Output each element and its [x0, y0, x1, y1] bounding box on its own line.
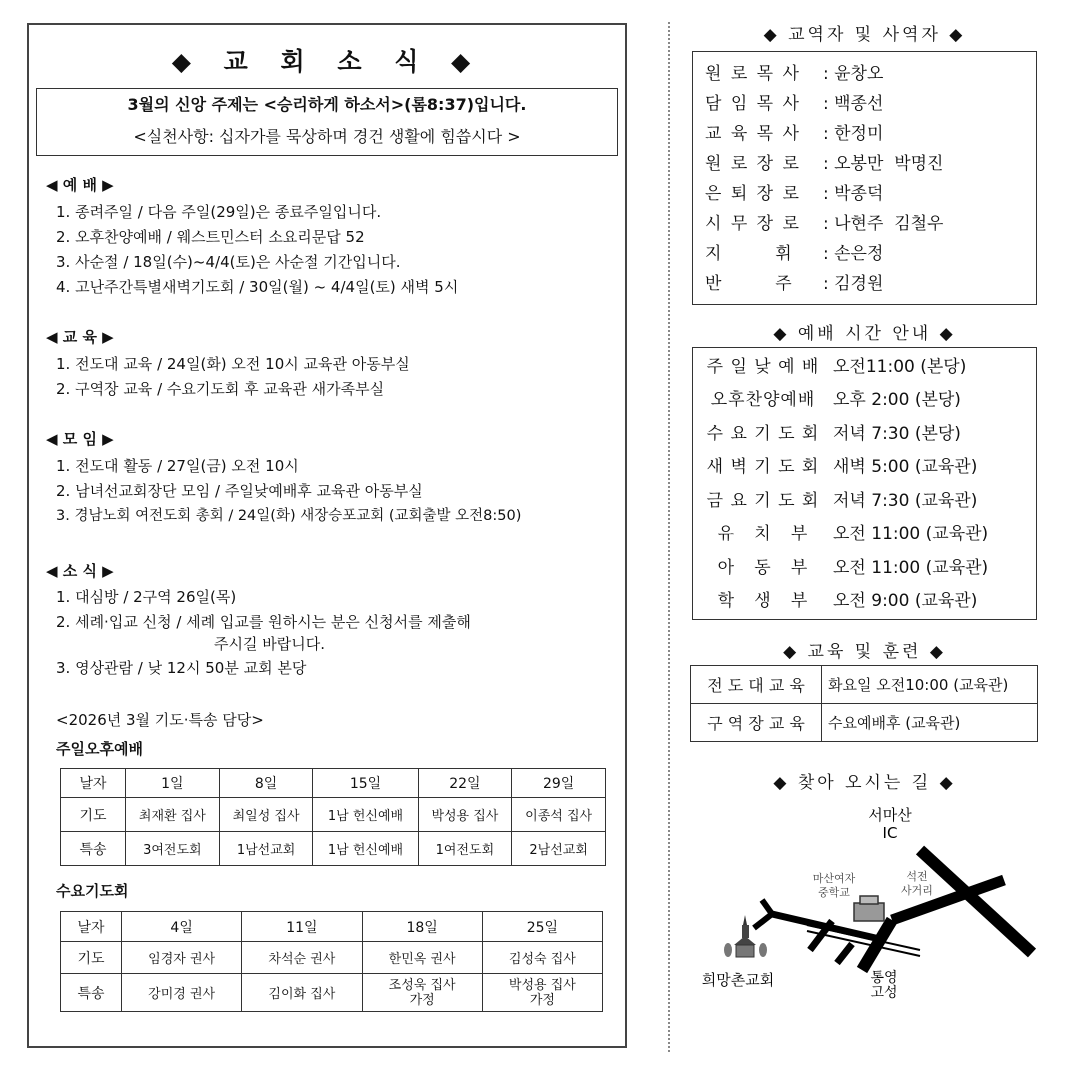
service-time: 오전11:00 (본당) — [833, 357, 967, 377]
table-row — [61, 798, 606, 832]
staff-name: : 손은정 — [823, 244, 884, 264]
training-table — [690, 665, 1038, 742]
table-header-cell: 29일 — [512, 769, 606, 798]
table-cell: 박성용 집사 가정 — [482, 974, 602, 1012]
table-header-cell: 날자 — [61, 769, 126, 798]
list-item-continued: 주시길 바랍니다. — [214, 635, 325, 653]
staff-role: 교 육 목 사 — [705, 124, 801, 144]
list-item: 2. 오후찬양예배 / 웨스트민스터 소요리문답 52 — [56, 228, 365, 246]
training-name: 구 역 장 교 육 — [691, 704, 822, 742]
monthly-theme-box — [36, 88, 618, 156]
training-time: 수요예배후 (교육관) — [822, 704, 1038, 742]
table-cell: 1남선교회 — [219, 832, 313, 866]
table-cell: 기도 — [61, 798, 126, 832]
map-label-destination: 통영 — [870, 970, 898, 986]
table-cell: 임경자 권사 — [122, 942, 242, 974]
service-name: 유 치 부 — [717, 524, 809, 544]
table-cell: 김이화 집사 — [242, 974, 362, 1012]
school-building-icon — [854, 896, 884, 921]
staff-row — [705, 89, 883, 119]
staff-name: : 오봉만 박명진 — [823, 154, 944, 174]
staff-name: : 한정미 — [823, 124, 884, 144]
staff-role: 원 로 장 로 — [705, 154, 801, 174]
table-cell: 특송 — [61, 974, 122, 1012]
training-name: 전 도 대 교 육 — [691, 666, 822, 704]
service-name: 주 일 낮 예 배 — [706, 357, 820, 377]
service-row — [693, 552, 988, 585]
service-time: 새벽 5:00 (교육관) — [833, 457, 978, 477]
staff-name: : 윤창오 — [823, 64, 884, 84]
list-item: 1. 전도대 활동 / 27일(금) 오전 10시 — [56, 457, 299, 475]
staff-name: : 백종선 — [823, 94, 884, 114]
section-heading-education: ◀ 교 육 ▶ — [46, 328, 114, 346]
map-label-crossroad-2: 사거리 — [901, 884, 933, 897]
table-row — [61, 912, 603, 942]
staff-name: : 박종덕 — [823, 184, 884, 204]
service-row — [693, 585, 977, 618]
staff-role: 지 휘 — [705, 244, 794, 264]
service-name: 학 생 부 — [717, 591, 809, 611]
table-cell: 최일성 집사 — [219, 798, 313, 832]
service-name: 금 요 기 도 회 — [706, 491, 820, 511]
service-name: 새 벽 기 도 회 — [706, 457, 820, 477]
staff-row — [705, 209, 943, 239]
wednesday-duty-table — [60, 911, 603, 1012]
staff-row — [705, 179, 883, 209]
table-header-cell: 18일 — [362, 912, 482, 942]
section-heading-meetings: ◀ 모 임 ▶ — [46, 430, 114, 448]
list-item: 3. 영상관람 / 낮 12시 50분 교회 본당 — [56, 659, 307, 677]
service-time: 저녁 7:30 (본당) — [833, 424, 961, 444]
table-header-cell: 25일 — [482, 912, 602, 942]
service-times-box — [692, 347, 1037, 620]
map-road — [837, 944, 852, 963]
map-label-ic: 서마산 — [868, 806, 912, 824]
table-row — [691, 666, 1038, 704]
table-cell: 1남 헌신예배 — [313, 832, 418, 866]
service-row — [693, 384, 961, 417]
map-road — [754, 914, 772, 928]
theme-line-1: 3월의 신앙 주제는 <승리하게 하소서>(롬8:37)입니다. — [127, 95, 527, 114]
theme-line-2: <실천사항: 십자가를 묵상하며 경건 생활에 힘씁시다 > — [133, 127, 521, 146]
table-cell: 2남선교회 — [512, 832, 606, 866]
service-name: 오후찬양예배 — [710, 390, 816, 410]
service-time: 오후 2:00 (본당) — [833, 390, 961, 410]
directions-title: ◆ 찾아 오시는 길 ◆ — [773, 773, 956, 793]
map-label-ic-2: IC — [882, 824, 898, 842]
table-cell: 박성용 집사 — [418, 798, 512, 832]
service-time: 저녁 7:30 (교육관) — [833, 491, 978, 511]
section-heading-worship: ◀ 예 배 ▶ — [46, 176, 114, 194]
staff-title: ◆ 교역자 및 사역자 ◆ — [763, 25, 966, 45]
wednesday-label: 수요기도회 — [56, 882, 129, 900]
table-cell: 김성숙 집사 — [482, 942, 602, 974]
map-label-destination-2: 고성 — [870, 985, 898, 1000]
column-divider — [668, 22, 670, 1052]
staff-row — [705, 119, 883, 149]
staff-name: : 김경원 — [823, 274, 884, 294]
table-cell: 기도 — [61, 942, 122, 974]
service-times-title: ◆ 예배 시간 안내 ◆ — [773, 324, 956, 344]
staff-role: 은 퇴 장 로 — [705, 184, 801, 204]
service-name: 아 동 부 — [717, 558, 809, 578]
table-header-cell: 1일 — [126, 769, 220, 798]
list-item: 2. 구역장 교육 / 수요기도회 후 교육관 새가족부실 — [56, 380, 385, 398]
table-cell: 최재환 집사 — [126, 798, 220, 832]
staff-name: : 나현주 김철우 — [823, 214, 944, 234]
map-label-church: 희망촌교회 — [701, 971, 775, 989]
service-time: 오전 11:00 (교육관) — [833, 558, 989, 578]
staff-row — [705, 239, 883, 269]
service-row — [693, 485, 977, 518]
table-cell: 강미경 권사 — [122, 974, 242, 1012]
list-item: 2. 세례·입교 신청 / 세례 입교를 원하시는 분은 신청서를 제출해 — [56, 613, 471, 631]
map-label-school: 마산여자 — [812, 872, 856, 885]
service-row — [693, 351, 966, 384]
table-cell: 차석순 권사 — [242, 942, 362, 974]
staff-role: 시 무 장 로 — [705, 214, 801, 234]
table-cell: 3여전도회 — [126, 832, 220, 866]
training-title: ◆ 교육 및 훈련 ◆ — [783, 642, 946, 662]
service-name: 수 요 기 도 회 — [706, 424, 820, 444]
sunday-pm-duty-table — [60, 768, 606, 866]
staff-row — [705, 269, 883, 299]
directions-map — [692, 800, 1042, 1000]
map-label-crossroad: 석전 — [906, 870, 928, 883]
table-row — [691, 704, 1038, 742]
list-item: 1. 전도대 교육 / 24일(화) 오전 10시 교육관 아동부실 — [56, 355, 410, 373]
table-row — [61, 832, 606, 866]
table-header-cell: 8일 — [219, 769, 313, 798]
service-row — [693, 418, 961, 451]
map-label-school-2: 중학교 — [818, 886, 850, 899]
staff-row — [705, 59, 883, 89]
service-time: 오전 11:00 (교육관) — [833, 524, 989, 544]
list-item: 3. 사순절 / 18일(수)~4/4(토)은 사순절 기간입니다. — [56, 253, 401, 271]
table-header-cell: 날자 — [61, 912, 122, 942]
table-cell: 1남 헌신예배 — [313, 798, 418, 832]
service-row — [693, 451, 977, 484]
table-row — [61, 769, 606, 798]
table-header-cell: 4일 — [122, 912, 242, 942]
staff-box — [692, 51, 1037, 305]
table-row — [61, 942, 603, 974]
staff-role: 담 임 목 사 — [705, 94, 801, 114]
list-item: 4. 고난주간특별새벽기도회 / 30일(월) ~ 4/4일(토) 새벽 5시 — [56, 278, 459, 296]
service-time: 오전 9:00 (교육관) — [833, 591, 978, 611]
duty-title: <2026년 3월 기도·특송 담당> — [56, 711, 264, 729]
section-heading-news: ◀ 소 식 ▶ — [46, 562, 114, 580]
table-cell: 조성욱 집사 가정 — [362, 974, 482, 1012]
list-item: 1. 대심방 / 2구역 26일(목) — [56, 588, 237, 606]
table-cell: 1여전도회 — [418, 832, 512, 866]
training-time: 화요일 오전10:00 (교육관) — [822, 666, 1038, 704]
staff-row — [705, 149, 943, 179]
list-item: 2. 남녀선교회장단 모임 / 주일낮예배후 교육관 아동부실 — [56, 482, 423, 500]
list-item: 1. 종려주일 / 다음 주일(29일)은 종료주일입니다. — [56, 203, 382, 221]
staff-role: 반 주 — [705, 274, 794, 294]
map-road — [762, 900, 772, 914]
sunday-pm-label: 주일오후예배 — [56, 740, 143, 758]
table-row — [61, 974, 603, 1012]
staff-role: 원 로 목 사 — [705, 64, 801, 84]
service-row — [693, 518, 988, 551]
list-item: 3. 경남노회 여전도회 총회 / 24일(화) 새장승포교회 (교회출발 오전8:50) — [56, 508, 522, 524]
table-cell: 이종석 집사 — [512, 798, 606, 832]
table-header-cell: 11일 — [242, 912, 362, 942]
page-title: ◆ 교 회 소 식 ◆ — [171, 47, 483, 76]
table-header-cell: 15일 — [313, 769, 418, 798]
table-cell: 한민옥 권사 — [362, 942, 482, 974]
table-header-cell: 22일 — [418, 769, 512, 798]
table-cell: 특송 — [61, 832, 126, 866]
